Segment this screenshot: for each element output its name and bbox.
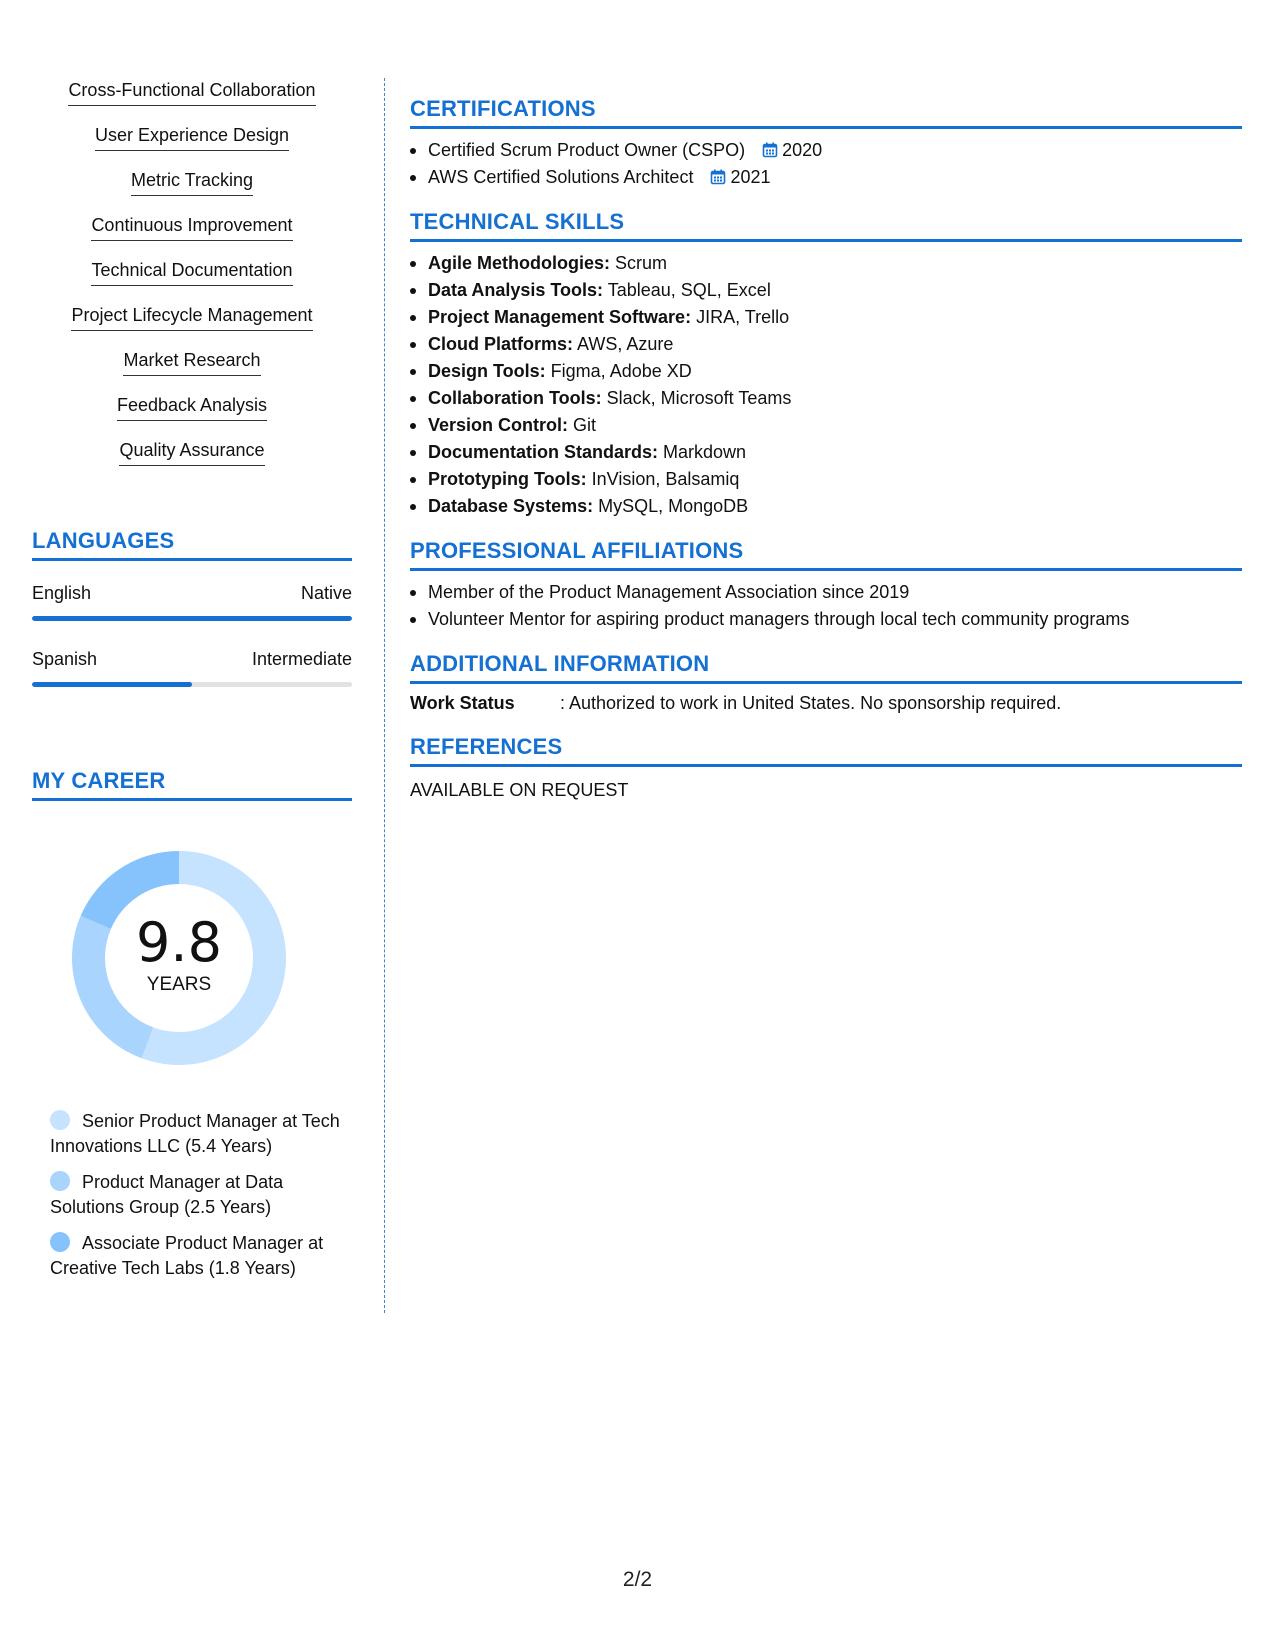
career-legend	[32, 1109, 352, 1281]
technical-skill-item: Prototyping Tools: InVision, Balsamiq	[410, 466, 1242, 493]
skill-item: Cross-Functional Collaboration	[32, 78, 352, 106]
language-proficiency-fill	[32, 616, 352, 621]
calendar-icon	[710, 169, 726, 185]
certification-item: Certified Scrum Product Owner (CSPO) 2020	[410, 137, 1242, 164]
affiliations-heading: PROFESSIONAL AFFILIATIONS	[410, 538, 1242, 571]
left-column	[32, 78, 352, 483]
work-status-value: : Authorized to work in United States. No sponsorship required.	[560, 693, 1062, 713]
skill-item: Project Lifecycle Management	[32, 303, 352, 331]
work-status-row	[410, 693, 1242, 714]
legend-item: Senior Product Manager at Tech Innovations LLC (5.4 Years)	[50, 1111, 340, 1156]
technical-skill-item: Data Analysis Tools: Tableau, SQL, Excel	[410, 277, 1242, 304]
language-proficiency-fill	[32, 682, 192, 687]
additional-info-section	[410, 651, 1242, 714]
languages-section	[32, 528, 352, 687]
affiliation-item: Member of the Product Management Association since 2019	[410, 579, 1242, 606]
column-divider	[384, 78, 385, 1313]
skill-item: Feedback Analysis	[32, 393, 352, 421]
legend-dot	[50, 1232, 70, 1252]
work-status-label: Work Status	[410, 693, 515, 713]
skill-item: Technical Documentation	[32, 258, 352, 286]
certification-item: AWS Certified Solutions Architect 2021	[410, 164, 1242, 191]
skill-item: Quality Assurance	[32, 438, 352, 466]
legend-item: Associate Product Manager at Creative Tech Labs (1.8 Years)	[50, 1233, 324, 1278]
legend-dot	[50, 1171, 70, 1191]
technical-skill-item: Collaboration Tools: Slack, Microsoft Teams	[410, 385, 1242, 412]
technical-skill-item: Design Tools: Figma, Adobe XD	[410, 358, 1242, 385]
skill-item: Continuous Improvement	[32, 213, 352, 241]
calendar-icon	[762, 142, 778, 158]
career-heading: MY CAREER	[32, 768, 352, 801]
affiliations-section	[410, 538, 1242, 633]
career-donut-chart	[64, 843, 294, 1073]
language-name: English	[32, 583, 92, 603]
skill-list	[32, 78, 352, 466]
technical-skill-item: Documentation Standards: Markdown	[410, 439, 1242, 466]
career-section	[32, 768, 352, 1292]
certification-year: 2021	[730, 167, 771, 187]
skill-item: Market Research	[32, 348, 352, 376]
language-row	[32, 649, 352, 670]
skill-item: User Experience Design	[32, 123, 352, 151]
certifications-list	[410, 137, 1242, 191]
references-text: AVAILABLE ON REQUEST	[410, 780, 629, 800]
technical-skills-heading: TECHNICAL SKILLS	[410, 209, 1242, 242]
technical-skill-item: Agile Methodologies: Scrum	[410, 250, 1242, 277]
donut-center	[64, 843, 294, 1073]
page-number: 2/2	[622, 1568, 653, 1591]
skill-item: Metric Tracking	[32, 168, 352, 196]
right-column	[410, 96, 1242, 815]
technical-skill-item: Project Management Software: JIRA, Trello	[410, 304, 1242, 331]
legend-dot	[50, 1110, 70, 1130]
affiliations-list	[410, 579, 1242, 633]
affiliation-item: Volunteer Mentor for aspiring product managers through local tech community programs	[410, 606, 1242, 633]
technical-skill-item: Version Control: Git	[410, 412, 1242, 439]
technical-skills-list	[410, 250, 1242, 520]
language-name: Spanish	[32, 649, 98, 669]
language-row	[32, 583, 352, 604]
additional-info-heading: ADDITIONAL INFORMATION	[410, 651, 1242, 684]
years-label: YEARS	[146, 974, 212, 995]
language-proficiency-bar	[32, 682, 352, 687]
language-proficiency-bar	[32, 616, 352, 621]
legend-item: Product Manager at Data Solutions Group (2.5 Years)	[50, 1172, 284, 1217]
language-level: Intermediate	[251, 649, 352, 669]
references-section	[410, 734, 1242, 801]
certifications-heading: CERTIFICATIONS	[410, 96, 1242, 129]
technical-skill-item: Database Systems: MySQL, MongoDB	[410, 493, 1242, 520]
language-level: Native	[300, 583, 352, 603]
certification-year: 2020	[782, 140, 823, 160]
technical-skill-item: Cloud Platforms: AWS, Azure	[410, 331, 1242, 358]
total-years: 9.8	[136, 911, 222, 974]
references-heading: REFERENCES	[410, 734, 1242, 767]
certifications-section	[410, 96, 1242, 191]
languages-heading: LANGUAGES	[32, 528, 352, 561]
technical-skills-section	[410, 209, 1242, 520]
